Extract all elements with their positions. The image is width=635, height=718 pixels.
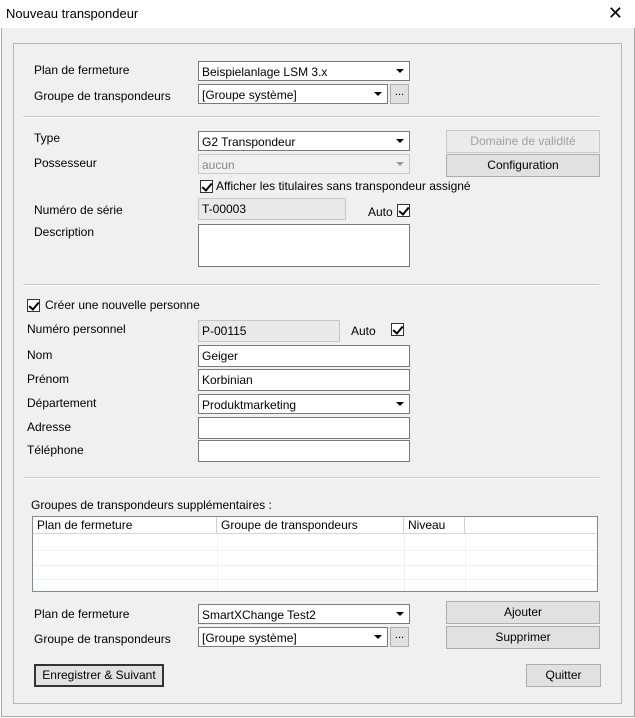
grid-column-line: [404, 534, 405, 591]
serial-value: T-00003: [202, 202, 247, 216]
configuration-button[interactable]: Configuration: [446, 154, 600, 177]
address-label: Adresse: [27, 420, 72, 434]
save-next-button[interactable]: Enregistrer & Suivant: [34, 664, 164, 687]
chevron-down-icon[interactable]: [392, 133, 408, 149]
serial-field: [198, 198, 346, 220]
column-header-group[interactable]: Groupe de transpondeurs: [217, 517, 404, 534]
grid-row-line: [33, 550, 597, 551]
name-label: Nom: [27, 348, 53, 362]
department-combo-value: Produktmarketing: [202, 398, 297, 412]
validity-button[interactable]: Domaine de validité: [446, 130, 600, 153]
separator: [23, 477, 599, 479]
extra-plan-combo[interactable]: [198, 604, 410, 624]
firstname-input[interactable]: Korbinian: [198, 369, 410, 391]
person-number-field: [198, 320, 340, 342]
add-button[interactable]: Ajouter: [446, 601, 600, 624]
name-input[interactable]: Geiger: [198, 345, 410, 367]
serial-auto-label: Auto: [368, 205, 393, 219]
serial-auto-checkbox[interactable]: [397, 204, 410, 217]
grid-row-line: [33, 565, 597, 566]
chevron-down-icon[interactable]: [392, 396, 408, 412]
person-auto-label: Auto: [351, 324, 376, 338]
phone-input[interactable]: [198, 440, 410, 462]
department-label: Département: [27, 396, 97, 410]
column-header-plan[interactable]: Plan de fermeture: [33, 517, 217, 534]
group-label: Groupe de transpondeurs: [34, 89, 171, 103]
person-number-label: Numéro personnel: [27, 322, 126, 336]
chevron-down-icon[interactable]: [370, 629, 386, 645]
chevron-down-icon[interactable]: [370, 86, 386, 102]
plan-combo[interactable]: [198, 61, 410, 81]
grid-row-line: [33, 579, 597, 580]
extra-plan-combo-value: SmartXChange Test2: [202, 608, 316, 622]
extra-group-label: Groupe de transpondeurs: [34, 632, 171, 646]
quit-button[interactable]: Quitter: [526, 664, 601, 687]
close-icon[interactable]: ✕: [607, 3, 623, 23]
title-bar: [0, 0, 635, 28]
owner-combo[interactable]: [198, 154, 410, 174]
grid-column-line: [217, 534, 218, 591]
chevron-down-icon[interactable]: [392, 156, 408, 172]
owner-combo-value: aucun: [202, 158, 235, 172]
person-number-value: P-00115: [202, 324, 247, 338]
description-input[interactable]: [198, 224, 410, 267]
person-auto-checkbox[interactable]: [391, 323, 404, 336]
column-header-level[interactable]: Niveau: [404, 517, 465, 534]
description-label: Description: [34, 225, 95, 239]
extra-group-combo-value: [Groupe système]: [202, 631, 297, 645]
group-combo[interactable]: [198, 84, 388, 104]
type-combo[interactable]: [198, 131, 410, 151]
show-owners-label: Afficher les titulaires sans transpondeur assigné: [216, 179, 471, 193]
address-input[interactable]: [198, 417, 410, 439]
extra-groups-title: Groupes de transpondeurs supplémentaires :: [31, 498, 272, 512]
owner-label: Possesseur: [34, 156, 97, 170]
extra-groups-table[interactable]: [32, 516, 598, 592]
create-person-label: Créer une nouvelle personne: [45, 298, 200, 312]
type-combo-value: G2 Transpondeur: [202, 135, 296, 149]
group-browse-button[interactable]: ...: [390, 84, 409, 104]
column-header-empty[interactable]: [465, 517, 597, 534]
grid-column-line: [465, 534, 466, 591]
type-label: Type: [34, 131, 61, 145]
serial-label: Numéro de série: [34, 203, 123, 217]
group-combo-value: [Groupe système]: [202, 88, 297, 102]
extra-group-browse-button[interactable]: ...: [390, 627, 409, 647]
plan-combo-value: Beispielanlage LSM 3.x: [202, 65, 328, 79]
window-title: Nouveau transpondeur: [6, 6, 139, 21]
firstname-label: Prénom: [27, 372, 70, 386]
extra-plan-label: Plan de fermeture: [34, 607, 130, 621]
chevron-down-icon[interactable]: [392, 63, 408, 79]
plan-label: Plan de fermeture: [34, 63, 130, 77]
phone-label: Téléphone: [27, 443, 84, 457]
extra-group-combo[interactable]: [198, 627, 388, 647]
show-owners-checkbox[interactable]: [200, 180, 213, 193]
department-combo[interactable]: [198, 394, 410, 414]
chevron-down-icon[interactable]: [392, 606, 408, 622]
remove-button[interactable]: Supprimer: [446, 626, 600, 649]
create-person-checkbox[interactable]: [27, 299, 40, 312]
separator: [23, 284, 599, 286]
separator: [23, 116, 599, 118]
